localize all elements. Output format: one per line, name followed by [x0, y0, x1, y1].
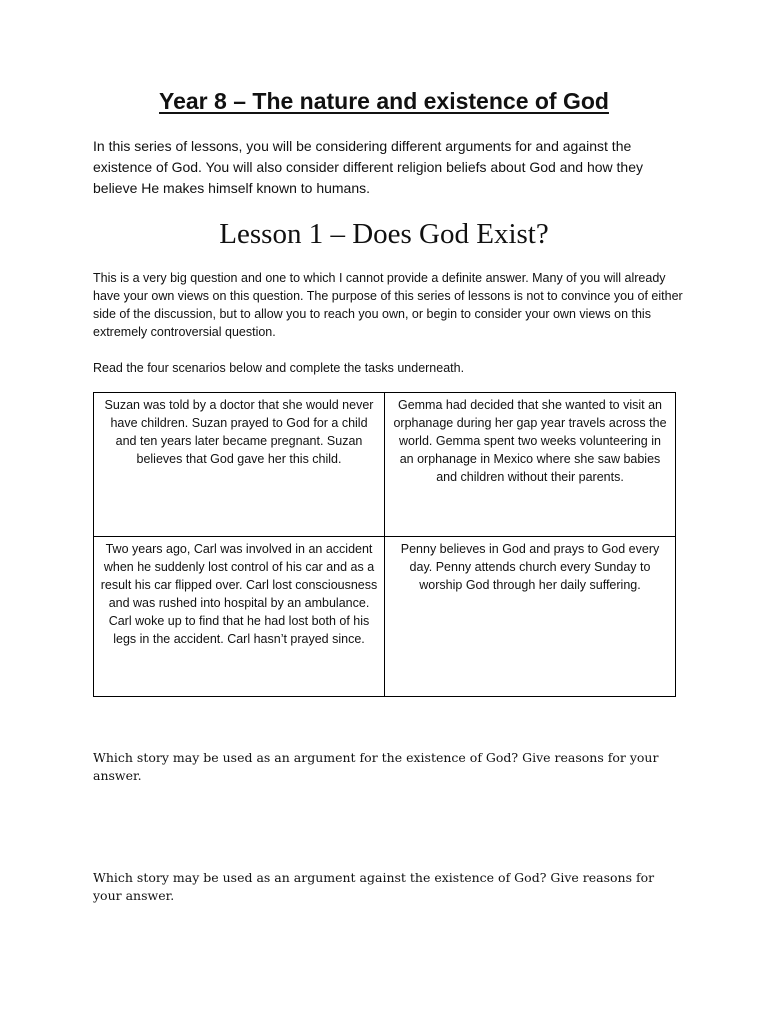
table-row	[94, 537, 676, 697]
lesson-heading: Lesson 1 – Does God Exist?	[219, 218, 549, 250]
lesson-paragraph: This is a very big question and one to which I cannot provide a definite answer. Many of you will already have your own views on this question. The purpose of this series of lessons is not to convince you of either side of the discussion, but to allow you to reach you own, or begin to consider your own views on this extremely controversial question.	[93, 271, 683, 339]
question-for-existence: Which story may be used as an argument for the existence of God? Give reasons for your answer.	[93, 750, 659, 783]
page-title: Year 8 – The nature and existence of God	[159, 88, 609, 114]
table-row	[94, 393, 676, 537]
intro-paragraph: In this series of lessons, you will be considering different arguments for and against the existence of God. You will also consider different religion beliefs about God and how they believe He makes himself known to humans.	[93, 138, 643, 196]
instruction-text: Read the four scenarios below and complete the tasks underneath.	[93, 361, 465, 375]
scenario-penny: Penny believes in God and prays to God every day. Penny attends church every Sunday to worship God through her daily suffering.	[385, 537, 676, 697]
scenario-carl: Two years ago, Carl was involved in an accident when he suddenly lost control of his car and as a result his car flipped over. Carl lost consciousness and was rushed into hospital by an ambulance. Carl woke up to find that he had lost both of his legs in the accident. Carl hasn’t prayed since.	[94, 537, 385, 697]
scenarios-table	[93, 392, 676, 697]
scenario-gemma: Gemma had decided that she wanted to visit an orphanage during her gap year travels across the world. Gemma spent two weeks volunteering in an orphanage in Mexico where she saw babies and children without their parents.	[385, 393, 676, 537]
scenario-suzan: Suzan was told by a doctor that she would never have children. Suzan prayed to God for a child and ten years later became pregnant. Suzan believes that God gave her this child.	[94, 393, 385, 537]
question-against-existence: Which story may be used as an argument against the existence of God? Give reasons for your answer.	[93, 870, 655, 903]
